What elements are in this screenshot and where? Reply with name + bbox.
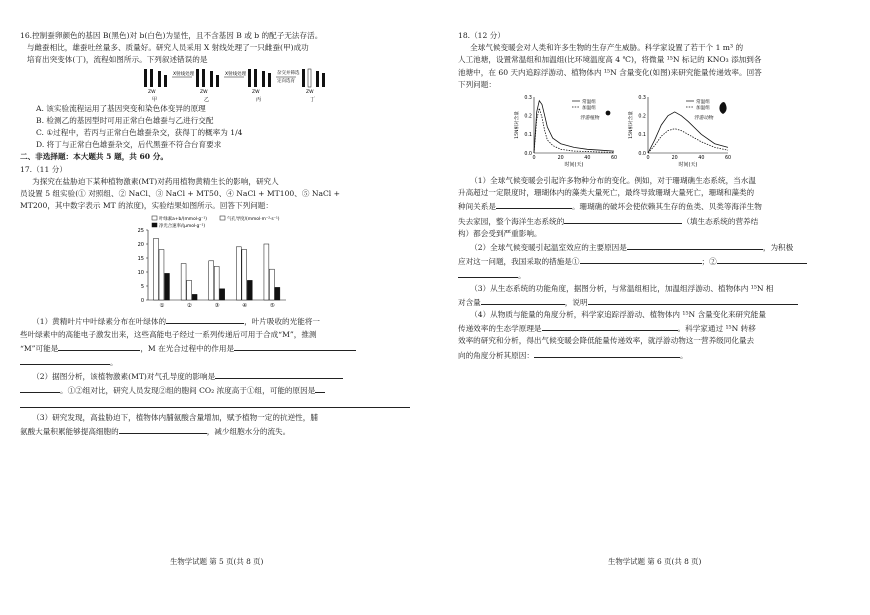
q18-q1-line5: 构）都会受到严重影响。 [458,228,542,238]
answer-blank[interactable] [20,398,410,408]
line-series-1-1 [534,101,614,153]
q17-q2-text-a: （2）据图分析，该植物激素(MT)对气孔导度的影响是 [32,372,216,382]
q16-stem-2: 与雌蚕相比，雄蚕吐丝量多、质量好。研究人员采用 X 射线处理了一只雌蚕(甲)成功 [26,43,309,53]
bar-legend-label: 净光合速率/(μmol·g⁻¹) [159,224,206,230]
bar-3-4 [247,281,252,301]
q18-q1-line4 [458,214,854,228]
label-yi: 乙 [204,96,210,103]
line-legend-label: 常温组 [582,99,596,105]
bar-y-tick-label: 10 [137,270,144,277]
q16-option-b: B. 检测乙的基因型时可用正常白色雄蚕与乙进行交配 [36,115,214,125]
answer-blank[interactable] [534,348,680,358]
zw-label-bing: ZW [252,89,260,95]
bar-1-1 [154,239,159,301]
answer-blank[interactable] [119,424,207,434]
answer-blank[interactable] [458,268,518,278]
line-x-tick-label: 0 [646,156,650,162]
q18-q4-text-f: 。 [679,350,688,360]
bar-y-tick-label: 15 [137,256,144,263]
answer-blank[interactable] [20,355,110,365]
q17-q3-line2 [20,424,424,438]
label-jia: 甲 [152,96,158,103]
bar-y-tick-label: 0 [140,298,144,305]
line-x-tick-label: 0 [532,156,536,162]
q18-q4-line3: 效率的研究和分析，得出气候变暖会降低能量传递效率，就浮游动物这一营养级同化量去 [458,336,755,346]
phytoplankton-icon [606,111,611,116]
answer-blank[interactable] [627,240,763,250]
q18-q1-text-c: 种间关系是 [458,202,496,212]
q17-para-3: MT200，其中数字表示 MT 的浓度)，实验结果如图所示。回答下列问题： [20,201,273,211]
line-legend-label: 常温组 [696,99,710,105]
bar-2-1 [159,250,164,300]
q18-q4-text-c: 。科学家通过 ¹⁵N 转移 [677,324,756,334]
q16-stem-3: 培育出突变体(丁)，流程如图所示。下列叙述错误的是 [26,55,208,65]
bar-legend-swatch [152,216,157,220]
q18-q2-line2 [458,254,854,268]
bar-category-label: ① [159,303,165,310]
answer-blank[interactable] [580,254,702,264]
bar-category-label: ⑤ [269,303,275,310]
line-panel-title: 浮游植物 [580,116,600,122]
q16-stem-1: 16.控制蚕卵颜色的基因 B(黑色)对 b(白色)为显性，且不含基因 B 或 b 的配子无法存活。 [20,31,323,40]
q17-q1-line1 [20,314,424,328]
zooplankton-icon [719,102,726,114]
q18-q1-text-e: 失去家园，整个海洋生态系统的 [458,216,565,226]
q18-q4-text-b: 传递效率的生态学原理是 [458,324,542,334]
q18-q3-line1: （3）从生态系统的功能角度，据图分析，与常温组相比，加温组浮游动、植物体内 ¹⁵N 相 [470,283,774,293]
q17-q1-text-e: ，M 在光合过程中的作用是 [140,343,235,353]
line-x-tick-label: 60 [724,156,732,162]
q18-para-1: 全球气候变暖会对人类和许多生物的生存产生威胁。科学家设置了若干个 1 m³ 的 [470,43,744,53]
q17-bar-chart [130,212,424,314]
line-x-axis-label: 时间(天) [678,162,698,169]
section-2-heading: 二、非选择题：本大题共 5 题，共 60 分。 [20,152,168,162]
answer-blank[interactable] [58,341,140,351]
q16-option-a: A. 该实验流程运用了基因突变和染色体变异的原理 [36,103,206,113]
chromosome-set-bing [248,69,271,87]
bar-1-4 [236,247,241,300]
q18-q4-line1: （4）从物质与能量的角度分析，科学家追踪浮游动、植物体内 ¹⁵N 含量变化来研究能量 [470,310,766,320]
left-page [20,30,424,438]
bar-1-3 [209,261,214,300]
bar-3-3 [220,289,225,300]
line-legend-label: 加温组 [582,105,596,111]
q17-q3-text-c: ，减少组胞水分的流失。 [206,427,291,437]
line-y-tick-label: 0.2 [524,114,532,120]
line-series-2-2 [648,129,728,153]
bar-y-tick-label: 25 [137,228,144,235]
line-y-tick-label: 0.3 [524,95,532,101]
label-ding: 丁 [310,96,316,103]
q17-q1-line3 [20,341,424,355]
arrow-3-label-b: 定向选育 [277,78,295,84]
q18-line-charts-svg [458,91,854,175]
chromosome-set-jia [144,69,167,87]
line-series-1-2 [534,108,614,153]
q18-para-4: 下列问题： [458,79,496,89]
q17-para-1: 为探究在盐胁迫下某种植物激素(MT)对药用植物黄精生长的影响，研究人 [32,176,279,186]
line-legend-label: 加温组 [696,105,710,111]
arrow-3-label: 杂交并筛选 [277,70,300,76]
q18-q1-line3 [458,199,854,213]
q17-para-2: 员设置 5 组实验(① 对照组、② NaCl、③ NaCl + MT50、④ NaCl + MT100、⑤ NaCl + [20,189,341,199]
zw-label-yi: ZW [200,89,208,95]
bar-3-5 [275,288,280,301]
q18-q2-text-a: （2）全球气候变暖引起温室效应的主要原因是 [470,243,627,253]
q17-q3-text-b: 氨酸大量积累能够提高细胞的 [20,427,119,437]
line-x-tick-label: 40 [584,156,591,162]
line-x-tick-label: 60 [610,156,618,162]
line-x-tick-label: 40 [698,156,705,162]
q18-q4-line4 [458,348,854,362]
answer-blank[interactable] [496,199,572,209]
q18-line-charts [458,91,854,175]
bar-2-3 [214,267,219,301]
arrow-2-label: X射线处理 [225,71,247,77]
q16-flow-svg [140,67,340,103]
answer-blank[interactable] [20,383,60,393]
line-panel-title: 浮游动物 [694,116,714,122]
q18-q1-text-f: （填生态系统的营养结 [682,216,759,226]
q18-q2-line3: 。 [458,268,854,282]
answer-blank[interactable] [481,295,565,305]
q18-q2-text-b: ，为积极 [762,243,794,253]
q18-q3-line2 [458,295,854,309]
chromosome-set-ding [302,69,325,87]
q17-q3-line1: （3）研究发现，高盐胁迫下，植物体内脯氨酸含量增加，赋予植物一定的抗逆性，脯 [32,412,318,422]
bar-1-2 [181,264,186,300]
line-y-axis-label: 15N相对含量 [629,111,634,139]
zw-label-jia: ZW [148,89,156,95]
footer-page-6: 生物学试题 第 6 页(共 8 页) [608,557,702,566]
q18-q2-text-c: 应对这一问题，我国采取的措施是① [458,257,580,267]
q17-q2-text-b: 。①②组对比，研究人员发现②组的胞间 CO₂ 浓度高于①组，可能的原因是 [60,386,316,396]
q17-q1-line4: 。 [20,355,424,369]
q18-para-3: 池塘中，在 60 天内追踪浮游动、植物体内 ¹⁵N 含量变化(如图)来研究能量传递效率。回答 [458,67,762,77]
line-x-axis-label: 时间(天) [564,162,584,169]
bar-1-5 [264,244,269,300]
q18-heading: 18.（12 分） [458,31,505,40]
q17-q1-line2: 些叶绿素中的高能电子激发出来，这些高能电子经过一系列传递后可用于合成“M”，推测 [20,329,317,339]
answer-blank[interactable] [215,369,343,379]
q17-q2-line1 [20,369,424,383]
answer-blank[interactable] [564,214,682,224]
q17-q1-text-d: “M”可能是 [20,343,59,353]
line-y-tick-label: 0.2 [638,114,646,120]
right-page [458,30,854,362]
q16-flow-figure [140,67,424,103]
label-bing: 丙 [256,96,262,103]
bar-3-2 [192,295,197,301]
bar-3-1 [165,274,170,301]
q17-q2-line2 [20,383,424,397]
line-x-tick-label: 20 [671,156,678,162]
q17-bar-chart-svg [130,212,290,314]
q18-para-2: 人工池塘，设置常温组和加温组(比环境温度高 4 ℃)，将微量 ¹⁵N 标记的 KNO₃ 添加到各 [458,55,762,65]
line-y-tick-label: 0.1 [524,133,532,139]
bar-category-label: ③ [214,303,220,310]
answer-blank[interactable] [588,295,798,305]
line-series-2-1 [648,112,728,153]
q17-q2-line3 [20,398,424,412]
line-y-axis-label: 15N相对含量 [515,111,520,139]
line-y-tick-label: 0.0 [524,151,532,157]
zw-label-ding: ZW [306,89,314,95]
q18-q1-text-d: 。珊瑚礁的破坏会使依赖其生存的鱼类、贝类等海洋生物 [571,202,762,212]
bar-category-label: ② [186,303,192,310]
bar-category-label: ④ [242,303,248,310]
q16-option-c: C. ①过程中，若丙与正常白色雄蚕杂交，获得丁的概率为 1/4 [36,128,243,138]
q18-q1-line2: 升高超过一定限度时，珊瑚体内的藻类大量死亡，最终导致珊瑚大量死亡，珊瑚和藻类的 [458,188,755,198]
answer-blank[interactable] [166,314,244,324]
bar-legend-swatch [220,216,225,220]
footer-page-5: 生物学试题 第 5 页(共 8 页) [170,557,264,566]
answer-blank[interactable] [717,254,807,264]
q18-q4-text-e: 向的角度分析其原因： [458,350,534,360]
bar-legend-label: 叶绿素a+b/(mmol·g⁻¹) [159,217,207,223]
q18-q4-line2 [458,321,854,335]
bar-y-tick-label: 5 [140,284,144,291]
line-y-tick-label: 0.1 [638,133,646,139]
q18-q2-text-d: ；② [701,257,717,267]
line-y-tick-label: 0.3 [638,95,646,101]
answer-blank[interactable] [234,341,356,351]
q18-q2-line1 [458,240,854,254]
q17-q1-text-a: （1）黄精叶片中叶绿素分布在叶绿体的 [32,317,167,327]
bar-2-4 [242,250,247,300]
q17-heading: 17.（11 分） [20,164,67,174]
bar-y-tick-label: 20 [137,242,144,249]
bar-legend-label: 气孔导度/(mmol·m⁻²·s⁻¹) [227,217,280,223]
answer-blank[interactable] [315,383,325,393]
q16-option-d: D. 将丁与正常白色雄蚕杂交，后代黑蚕不符合台育要求 [36,140,222,150]
arrow-1-label: X射线处理 [173,71,195,77]
q18-q3-text-b: 对含量 [458,297,481,307]
chromosome-set-yi [196,69,219,87]
q17-q1-text-b: ，叶片吸收的光能将一 [244,317,321,327]
answer-blank[interactable] [542,321,678,331]
q18-q1-line1: （1）全球气候变暖会引起许多物种分布的变化。例如，对于珊瑚礁生态系统，当水温 [470,176,756,186]
line-y-tick-label: 0.0 [638,151,646,157]
bar-2-5 [269,270,274,301]
bar-2-2 [187,281,192,301]
q18-q3-text-c: ，说明 [564,297,588,307]
bar-legend-swatch [152,223,157,227]
line-x-tick-label: 20 [557,156,564,162]
